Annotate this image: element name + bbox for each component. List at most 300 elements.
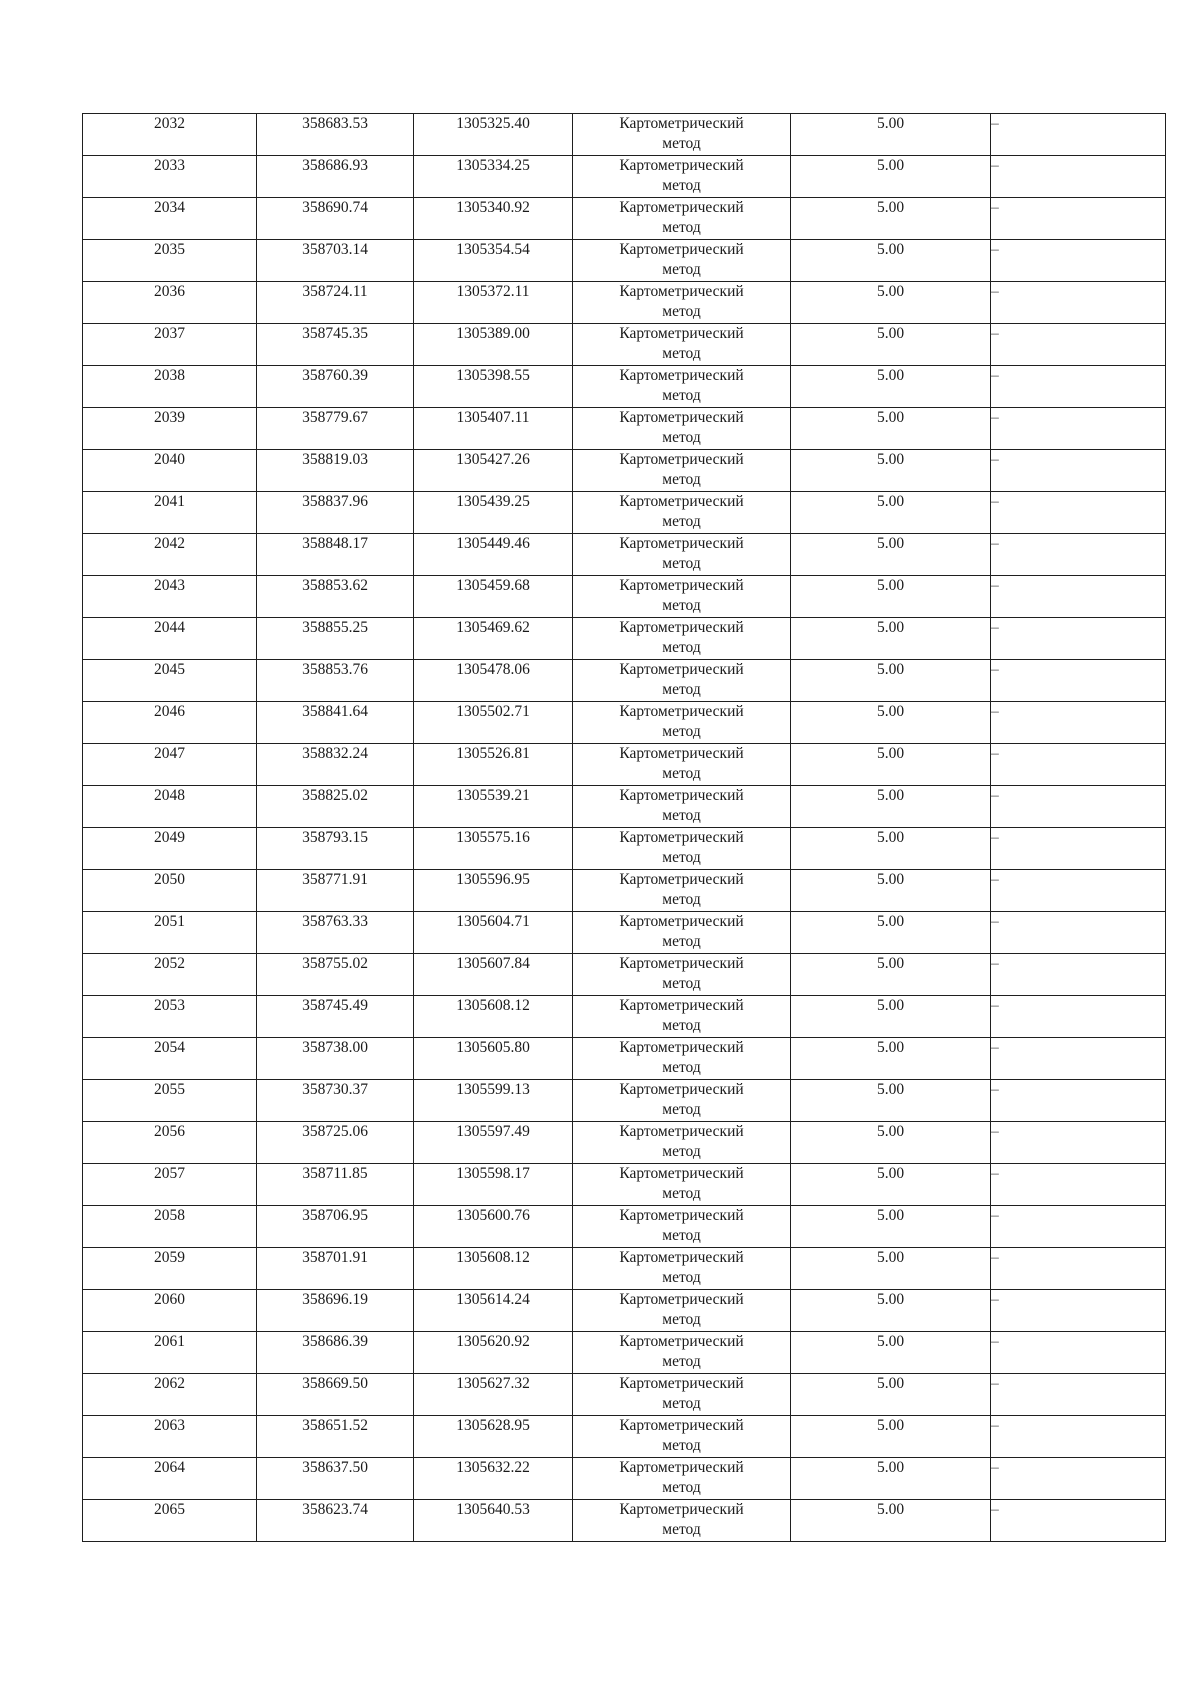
table-row: [83, 996, 1166, 1038]
description-cell: –: [991, 1248, 1166, 1290]
table-row: [83, 1332, 1166, 1374]
x-coordinate-cell: 358686.39: [257, 1332, 414, 1374]
x-coordinate-cell: 358703.14: [257, 240, 414, 282]
y-coordinate-cell: 1305459.68: [414, 576, 573, 618]
y-coordinate-cell: 1305604.71: [414, 912, 573, 954]
accuracy-cell: 5.00: [791, 366, 991, 408]
method-line-2: метод: [662, 1227, 701, 1244]
description-cell: –: [991, 1290, 1166, 1332]
accuracy-cell: 5.00: [791, 1374, 991, 1416]
method-line-1: Картометрический: [619, 199, 744, 216]
point-number-cell: 2063: [83, 1416, 257, 1458]
method-line-2: метод: [662, 303, 701, 320]
method-line-2: метод: [662, 1353, 701, 1370]
method-cell: [573, 1290, 791, 1332]
method-cell: [573, 366, 791, 408]
accuracy-cell: 5.00: [791, 534, 991, 576]
method-line-2: метод: [662, 723, 701, 740]
description-cell: –: [991, 450, 1166, 492]
method-cell: [573, 1458, 791, 1500]
description-cell: –: [991, 576, 1166, 618]
method-line-1: Картометрический: [619, 1207, 744, 1224]
point-number-cell: 2058: [83, 1206, 257, 1248]
table-row: [83, 1122, 1166, 1164]
y-coordinate-cell: 1305605.80: [414, 1038, 573, 1080]
method-line-1: Картометрический: [619, 787, 744, 804]
y-coordinate-cell: 1305600.76: [414, 1206, 573, 1248]
method-line-1: Картометрический: [619, 703, 744, 720]
y-coordinate-cell: 1305334.25: [414, 156, 573, 198]
accuracy-cell: 5.00: [791, 786, 991, 828]
method-line-2: метод: [662, 1479, 701, 1496]
y-coordinate-cell: 1305627.32: [414, 1374, 573, 1416]
y-coordinate-cell: 1305607.84: [414, 954, 573, 996]
method-line-1: Картометрический: [619, 1375, 744, 1392]
method-line-2: метод: [662, 639, 701, 656]
method-line-1: Картометрический: [619, 1417, 744, 1434]
method-cell: [573, 1248, 791, 1290]
method-line-2: метод: [662, 1395, 701, 1412]
method-line-2: метод: [662, 597, 701, 614]
description-cell: –: [991, 1080, 1166, 1122]
method-line-1: Картометрический: [619, 493, 744, 510]
description-cell: –: [991, 870, 1166, 912]
table-row: [83, 408, 1166, 450]
method-line-1: Картометрический: [619, 997, 744, 1014]
method-line-1: Картометрический: [619, 409, 744, 426]
x-coordinate-cell: 358725.06: [257, 1122, 414, 1164]
x-coordinate-cell: 358853.76: [257, 660, 414, 702]
x-coordinate-cell: 358696.19: [257, 1290, 414, 1332]
method-line-1: Картометрический: [619, 325, 744, 342]
x-coordinate-cell: 358706.95: [257, 1206, 414, 1248]
method-line-2: метод: [662, 1101, 701, 1118]
x-coordinate-cell: 358832.24: [257, 744, 414, 786]
y-coordinate-cell: 1305640.53: [414, 1500, 573, 1542]
table-row: [83, 492, 1166, 534]
point-number-cell: 2054: [83, 1038, 257, 1080]
table-row: [83, 954, 1166, 996]
accuracy-cell: 5.00: [791, 114, 991, 156]
table-row: [83, 1248, 1166, 1290]
accuracy-cell: 5.00: [791, 954, 991, 996]
method-cell: [573, 618, 791, 660]
method-line-2: метод: [662, 1185, 701, 1202]
point-number-cell: 2050: [83, 870, 257, 912]
method-cell: [573, 1374, 791, 1416]
method-line-1: Картометрический: [619, 241, 744, 258]
table-row: [83, 786, 1166, 828]
point-number-cell: 2055: [83, 1080, 257, 1122]
y-coordinate-cell: 1305372.11: [414, 282, 573, 324]
point-number-cell: 2039: [83, 408, 257, 450]
y-coordinate-cell: 1305614.24: [414, 1290, 573, 1332]
y-coordinate-cell: 1305354.54: [414, 240, 573, 282]
method-line-1: Картометрический: [619, 1249, 744, 1266]
point-number-cell: 2057: [83, 1164, 257, 1206]
method-cell: [573, 408, 791, 450]
method-cell: [573, 912, 791, 954]
point-number-cell: 2041: [83, 492, 257, 534]
accuracy-cell: 5.00: [791, 156, 991, 198]
accuracy-cell: 5.00: [791, 1122, 991, 1164]
method-cell: [573, 702, 791, 744]
y-coordinate-cell: 1305439.25: [414, 492, 573, 534]
accuracy-cell: 5.00: [791, 240, 991, 282]
accuracy-cell: 5.00: [791, 1458, 991, 1500]
y-coordinate-cell: 1305632.22: [414, 1458, 573, 1500]
method-cell: [573, 534, 791, 576]
y-coordinate-cell: 1305608.12: [414, 1248, 573, 1290]
method-line-2: метод: [662, 891, 701, 908]
point-number-cell: 2042: [83, 534, 257, 576]
x-coordinate-cell: 358701.91: [257, 1248, 414, 1290]
y-coordinate-cell: 1305449.46: [414, 534, 573, 576]
description-cell: –: [991, 1500, 1166, 1542]
method-line-2: метод: [662, 765, 701, 782]
method-line-2: метод: [662, 1311, 701, 1328]
point-number-cell: 2052: [83, 954, 257, 996]
method-line-1: Картометрический: [619, 619, 744, 636]
method-cell: [573, 1500, 791, 1542]
accuracy-cell: 5.00: [791, 660, 991, 702]
accuracy-cell: 5.00: [791, 618, 991, 660]
table-row: [83, 240, 1166, 282]
accuracy-cell: 5.00: [791, 1038, 991, 1080]
method-cell: [573, 450, 791, 492]
table-row: [83, 702, 1166, 744]
accuracy-cell: 5.00: [791, 996, 991, 1038]
method-line-1: Картометрический: [619, 1039, 744, 1056]
method-line-1: Картометрический: [619, 1459, 744, 1476]
accuracy-cell: 5.00: [791, 744, 991, 786]
table-row: [83, 282, 1166, 324]
accuracy-cell: 5.00: [791, 1500, 991, 1542]
description-cell: –: [991, 1164, 1166, 1206]
point-number-cell: 2062: [83, 1374, 257, 1416]
method-line-1: Картометрический: [619, 661, 744, 678]
x-coordinate-cell: 358755.02: [257, 954, 414, 996]
table-row: [83, 1290, 1166, 1332]
x-coordinate-cell: 358686.93: [257, 156, 414, 198]
method-line-2: метод: [662, 849, 701, 866]
y-coordinate-cell: 1305478.06: [414, 660, 573, 702]
method-line-1: Картометрический: [619, 1081, 744, 1098]
x-coordinate-cell: 358623.74: [257, 1500, 414, 1542]
method-line-2: метод: [662, 1017, 701, 1034]
method-line-2: метод: [662, 429, 701, 446]
method-cell: [573, 114, 791, 156]
method-line-1: Картометрический: [619, 871, 744, 888]
method-cell: [573, 828, 791, 870]
y-coordinate-cell: 1305598.17: [414, 1164, 573, 1206]
point-number-cell: 2059: [83, 1248, 257, 1290]
accuracy-cell: 5.00: [791, 1164, 991, 1206]
method-line-2: метод: [662, 261, 701, 278]
table-row: [83, 1080, 1166, 1122]
method-line-1: Картометрический: [619, 283, 744, 300]
x-coordinate-cell: 358848.17: [257, 534, 414, 576]
method-line-2: метод: [662, 1059, 701, 1076]
method-cell: [573, 744, 791, 786]
table-row: [83, 324, 1166, 366]
point-number-cell: 2051: [83, 912, 257, 954]
table-row: [83, 1500, 1166, 1542]
y-coordinate-cell: 1305325.40: [414, 114, 573, 156]
point-number-cell: 2065: [83, 1500, 257, 1542]
y-coordinate-cell: 1305608.12: [414, 996, 573, 1038]
table-row: [83, 870, 1166, 912]
point-number-cell: 2046: [83, 702, 257, 744]
table-row: [83, 1038, 1166, 1080]
x-coordinate-cell: 358855.25: [257, 618, 414, 660]
table-row: [83, 534, 1166, 576]
table-row: [83, 198, 1166, 240]
method-line-1: Картометрический: [619, 913, 744, 930]
accuracy-cell: 5.00: [791, 576, 991, 618]
method-cell: [573, 1332, 791, 1374]
table-row: [83, 912, 1166, 954]
description-cell: –: [991, 282, 1166, 324]
x-coordinate-cell: 358819.03: [257, 450, 414, 492]
y-coordinate-cell: 1305628.95: [414, 1416, 573, 1458]
method-line-2: метод: [662, 807, 701, 824]
method-line-2: метод: [662, 345, 701, 362]
x-coordinate-cell: 358853.62: [257, 576, 414, 618]
y-coordinate-cell: 1305427.26: [414, 450, 573, 492]
method-cell: [573, 324, 791, 366]
description-cell: –: [991, 324, 1166, 366]
x-coordinate-cell: 358651.52: [257, 1416, 414, 1458]
method-cell: [573, 1164, 791, 1206]
x-coordinate-cell: 358711.85: [257, 1164, 414, 1206]
accuracy-cell: 5.00: [791, 1206, 991, 1248]
method-line-2: метод: [662, 387, 701, 404]
description-cell: –: [991, 198, 1166, 240]
x-coordinate-cell: 358669.50: [257, 1374, 414, 1416]
description-cell: –: [991, 1122, 1166, 1164]
method-line-2: метод: [662, 681, 701, 698]
y-coordinate-cell: 1305526.81: [414, 744, 573, 786]
accuracy-cell: 5.00: [791, 870, 991, 912]
accuracy-cell: 5.00: [791, 408, 991, 450]
point-number-cell: 2032: [83, 114, 257, 156]
y-coordinate-cell: 1305575.16: [414, 828, 573, 870]
table-row: [83, 828, 1166, 870]
y-coordinate-cell: 1305407.11: [414, 408, 573, 450]
y-coordinate-cell: 1305597.49: [414, 1122, 573, 1164]
accuracy-cell: 5.00: [791, 1290, 991, 1332]
description-cell: –: [991, 1206, 1166, 1248]
description-cell: –: [991, 114, 1166, 156]
description-cell: –: [991, 408, 1166, 450]
description-cell: –: [991, 744, 1166, 786]
description-cell: –: [991, 534, 1166, 576]
method-cell: [573, 1038, 791, 1080]
accuracy-cell: 5.00: [791, 1080, 991, 1122]
y-coordinate-cell: 1305398.55: [414, 366, 573, 408]
point-number-cell: 2038: [83, 366, 257, 408]
description-cell: –: [991, 912, 1166, 954]
y-coordinate-cell: 1305620.92: [414, 1332, 573, 1374]
x-coordinate-cell: 358771.91: [257, 870, 414, 912]
method-cell: [573, 1416, 791, 1458]
y-coordinate-cell: 1305502.71: [414, 702, 573, 744]
accuracy-cell: 5.00: [791, 702, 991, 744]
description-cell: –: [991, 996, 1166, 1038]
description-cell: –: [991, 954, 1166, 996]
y-coordinate-cell: 1305539.21: [414, 786, 573, 828]
table-row: [83, 156, 1166, 198]
description-cell: –: [991, 1374, 1166, 1416]
coordinates-table: [82, 113, 1166, 1542]
method-line-1: Картометрический: [619, 1501, 744, 1518]
description-cell: –: [991, 1458, 1166, 1500]
point-number-cell: 2064: [83, 1458, 257, 1500]
x-coordinate-cell: 358763.33: [257, 912, 414, 954]
method-line-2: метод: [662, 135, 701, 152]
table-row: [83, 618, 1166, 660]
description-cell: –: [991, 492, 1166, 534]
description-cell: –: [991, 156, 1166, 198]
method-line-1: Картометрический: [619, 535, 744, 552]
method-line-2: метод: [662, 555, 701, 572]
x-coordinate-cell: 358745.35: [257, 324, 414, 366]
accuracy-cell: 5.00: [791, 1332, 991, 1374]
accuracy-cell: 5.00: [791, 1416, 991, 1458]
x-coordinate-cell: 358779.67: [257, 408, 414, 450]
accuracy-cell: 5.00: [791, 492, 991, 534]
accuracy-cell: 5.00: [791, 198, 991, 240]
table-row: [83, 114, 1166, 156]
method-cell: [573, 1206, 791, 1248]
method-line-1: Картометрический: [619, 451, 744, 468]
coordinates-table-body: [83, 114, 1166, 1542]
table-row: [83, 660, 1166, 702]
accuracy-cell: 5.00: [791, 450, 991, 492]
method-cell: [573, 1122, 791, 1164]
point-number-cell: 2040: [83, 450, 257, 492]
method-cell: [573, 660, 791, 702]
method-line-1: Картометрический: [619, 1165, 744, 1182]
x-coordinate-cell: 358837.96: [257, 492, 414, 534]
method-line-1: Картометрический: [619, 157, 744, 174]
method-line-1: Картометрический: [619, 367, 744, 384]
description-cell: –: [991, 366, 1166, 408]
x-coordinate-cell: 358825.02: [257, 786, 414, 828]
method-cell: [573, 996, 791, 1038]
point-number-cell: 2033: [83, 156, 257, 198]
point-number-cell: 2048: [83, 786, 257, 828]
accuracy-cell: 5.00: [791, 1248, 991, 1290]
x-coordinate-cell: 358724.11: [257, 282, 414, 324]
method-cell: [573, 198, 791, 240]
method-line-2: метод: [662, 1521, 701, 1538]
method-cell: [573, 156, 791, 198]
point-number-cell: 2047: [83, 744, 257, 786]
table-row: [83, 366, 1166, 408]
point-number-cell: 2045: [83, 660, 257, 702]
point-number-cell: 2049: [83, 828, 257, 870]
description-cell: –: [991, 240, 1166, 282]
x-coordinate-cell: 358683.53: [257, 114, 414, 156]
method-line-2: метод: [662, 975, 701, 992]
method-line-1: Картометрический: [619, 745, 744, 762]
description-cell: –: [991, 1416, 1166, 1458]
x-coordinate-cell: 358690.74: [257, 198, 414, 240]
method-line-2: метод: [662, 471, 701, 488]
description-cell: –: [991, 702, 1166, 744]
point-number-cell: 2044: [83, 618, 257, 660]
y-coordinate-cell: 1305389.00: [414, 324, 573, 366]
x-coordinate-cell: 358637.50: [257, 1458, 414, 1500]
method-line-1: Картометрический: [619, 1123, 744, 1140]
method-cell: [573, 954, 791, 996]
y-coordinate-cell: 1305469.62: [414, 618, 573, 660]
point-number-cell: 2060: [83, 1290, 257, 1332]
point-number-cell: 2036: [83, 282, 257, 324]
x-coordinate-cell: 358738.00: [257, 1038, 414, 1080]
description-cell: –: [991, 660, 1166, 702]
method-line-1: Картометрический: [619, 577, 744, 594]
table-row: [83, 450, 1166, 492]
x-coordinate-cell: 358760.39: [257, 366, 414, 408]
method-cell: [573, 1080, 791, 1122]
method-line-1: Картометрический: [619, 955, 744, 972]
method-line-1: Картометрический: [619, 829, 744, 846]
method-line-2: метод: [662, 933, 701, 950]
description-cell: –: [991, 1332, 1166, 1374]
method-line-2: метод: [662, 1437, 701, 1454]
table-row: [83, 576, 1166, 618]
method-line-1: Картометрический: [619, 1333, 744, 1350]
method-line-2: метод: [662, 219, 701, 236]
method-cell: [573, 870, 791, 912]
point-number-cell: 2037: [83, 324, 257, 366]
method-cell: [573, 786, 791, 828]
description-cell: –: [991, 786, 1166, 828]
method-line-1: Картометрический: [619, 115, 744, 132]
table-row: [83, 1206, 1166, 1248]
point-number-cell: 2034: [83, 198, 257, 240]
method-line-1: Картометрический: [619, 1291, 744, 1308]
description-cell: –: [991, 828, 1166, 870]
point-number-cell: 2056: [83, 1122, 257, 1164]
description-cell: –: [991, 618, 1166, 660]
method-line-2: метод: [662, 1269, 701, 1286]
table-row: [83, 1416, 1166, 1458]
method-cell: [573, 282, 791, 324]
method-line-2: метод: [662, 1143, 701, 1160]
accuracy-cell: 5.00: [791, 324, 991, 366]
point-number-cell: 2053: [83, 996, 257, 1038]
method-cell: [573, 492, 791, 534]
x-coordinate-cell: 358841.64: [257, 702, 414, 744]
point-number-cell: 2043: [83, 576, 257, 618]
table-row: [83, 744, 1166, 786]
y-coordinate-cell: 1305340.92: [414, 198, 573, 240]
x-coordinate-cell: 358730.37: [257, 1080, 414, 1122]
table-row: [83, 1458, 1166, 1500]
accuracy-cell: 5.00: [791, 912, 991, 954]
method-line-2: метод: [662, 177, 701, 194]
point-number-cell: 2035: [83, 240, 257, 282]
accuracy-cell: 5.00: [791, 282, 991, 324]
table-row: [83, 1374, 1166, 1416]
method-cell: [573, 576, 791, 618]
method-line-2: метод: [662, 513, 701, 530]
table-row: [83, 1164, 1166, 1206]
